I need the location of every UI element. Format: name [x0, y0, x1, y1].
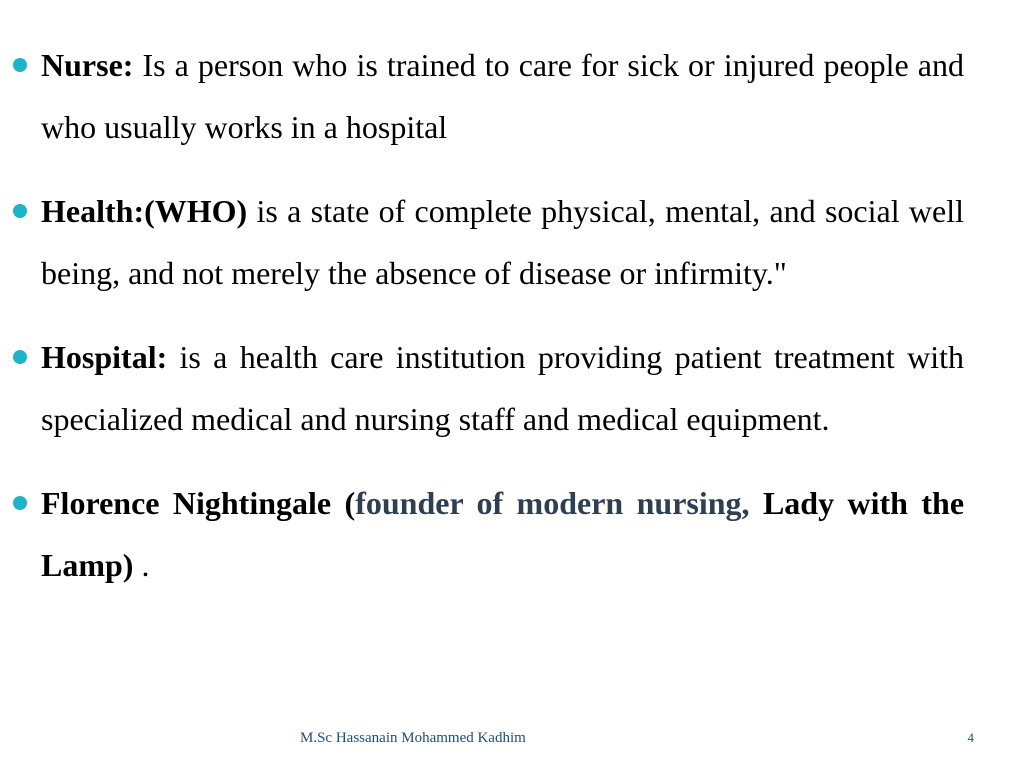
- term-nurse: Nurse:: [41, 47, 134, 83]
- footer-author: M.Sc Hassanain Mohammed Kadhim: [300, 730, 526, 746]
- florence-highlight: founder of modern nursing,: [355, 485, 750, 521]
- definition-nurse: Is a person who is trained to care for sick or injured people and who usually works in a hospital: [41, 47, 964, 145]
- bullet-dot-icon: [13, 350, 27, 364]
- definition-list: [12, 34, 964, 618]
- bullet-dot-icon: [13, 58, 27, 72]
- bullet-florence: [12, 472, 964, 596]
- definition-florence-end: .: [133, 547, 150, 583]
- bullet-nurse: [12, 34, 964, 158]
- definition-health: is a state of complete physical, mental, and social well being, and not merely the absence of disease or infirmity.": [41, 193, 964, 291]
- bullet-dot-icon: [13, 496, 27, 510]
- term-florence-tail: Lady with the Lamp): [41, 485, 965, 583]
- bullet-hospital: [12, 326, 964, 450]
- term-florence: Florence Nightingale (: [41, 485, 356, 521]
- bullet-dot-icon: [13, 204, 27, 218]
- slide-footer: [0, 730, 1024, 754]
- bullet-health: [12, 180, 964, 304]
- term-health: Health:(WHO): [41, 193, 248, 229]
- page-number: 4: [967, 730, 974, 745]
- term-hospital: Hospital:: [41, 339, 168, 375]
- definition-hospital: is a health care institution providing patient treatment with specialized medical and nursing staff and medical equipment.: [41, 339, 964, 437]
